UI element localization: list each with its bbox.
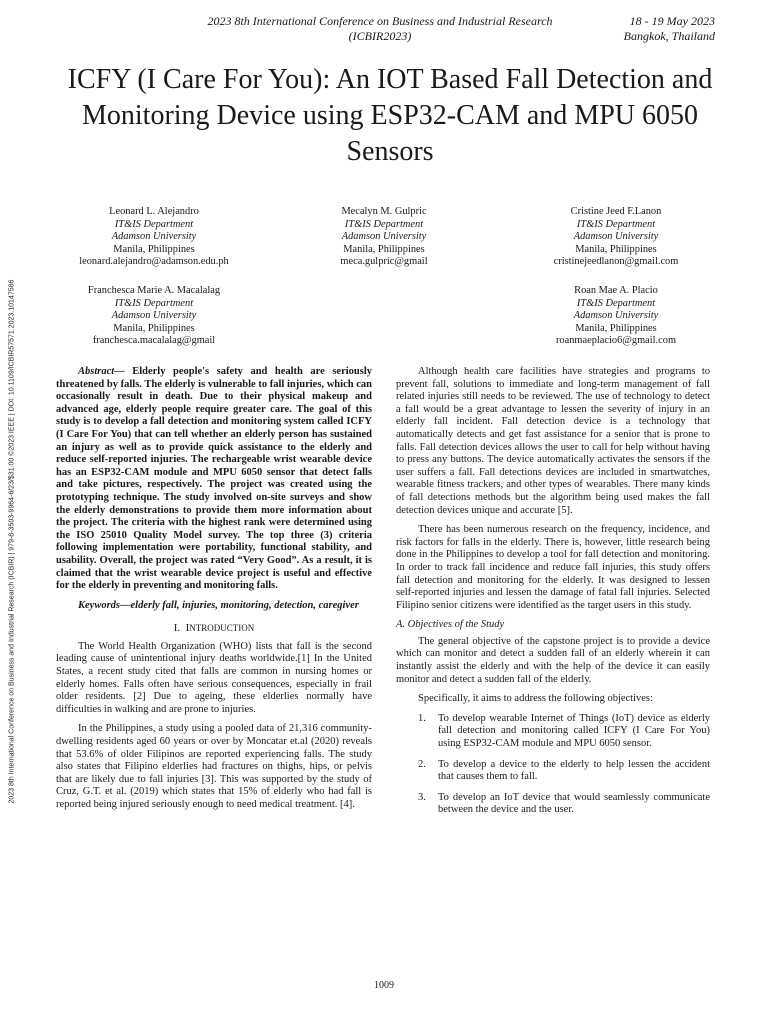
author-email: meca.gulpric@gmail [340,256,428,268]
author-univ: Adamson University [111,310,197,322]
author-email: roanmaeplacio6@gmail.com [555,335,677,347]
conference-dates: 18 - 19 May 2023 [629,14,715,28]
author-email: franchesca.macalalag@gmail [92,335,216,347]
author-univ: Adamson University [573,310,659,322]
paper-title: ICFY (I Care For You): An IOT Based Fall Detection and Monitoring Device using ESP32-CAM and MPU 6050 Sensors [67,64,713,167]
intro-paragraph: The World Health Organization (WHO) lists that fall is the second leading cause of unintentional injury deaths worldwide.[1] In the United States, a recent study cited that falls are common in nursing homes or elderly homes. Falls often have serious consequences, especially in frail older residents. [2] Due to ageing, these elderlies normally have difficulties in walking and are prone to injuries. [56,640,372,715]
objective-number: 2. [418,758,426,770]
body-paragraph: There has been numerous research on the frequency, incidence, and risk factors for falls in the elderly. There is, however, little research being done in the Philippines to develop a tool for fall detection and monitoring. In order to track fall incidence and reduce fall injuries, this study offers fall detection and monitoring for the elderly. It was designed to lessen self-reported injuries and lessen the damage of fatal fall injuries. Selected Filipino senior citizens were identified as the target users in this study. [396,524,710,611]
abstract [56,366,372,593]
section-title-rest: NTRODUCTION [189,623,255,634]
keywords: Keywords—elderly fall, injuries, monitoring, detection, caregiver [78,599,359,611]
author-block [516,206,716,269]
author-block [516,285,716,348]
conference-location: Bangkok, Thailand [623,29,715,43]
author-city: Manila, Philippines [575,322,657,334]
objective-number: 3. [418,791,426,803]
author-city: Manila, Philippines [113,243,195,255]
objective-text: To develop a device to the elderly to help lessen the accident that causes them to fall. [438,758,710,783]
author-univ: Adamson University [573,231,659,243]
author-dept: IT&IS Department [576,297,656,309]
author-name: Franchesca Marie A. Macalalag [87,285,221,296]
author-univ: Adamson University [341,231,427,243]
author-city: Manila, Philippines [343,243,425,255]
objective-item [418,792,710,817]
objective-number: 1. [418,712,426,724]
author-city: Manila, Philippines [113,322,195,334]
author-name: Cristine Jeed F.Lanon [570,206,662,217]
author-name: Mecalyn M. Gulpric [341,206,427,217]
author-block [284,206,484,269]
abstract-text: Elderly people's safety and health are seriously threatened by falls. The elderly is vulnerable to fall injuries, which can occasionally result in death. Due to their physical makeup and advanced age, elderly people require greater care. The goal of this study is to develop a fall detection and monitoring system called ICFY (I Care For You) that can tell whether an elderly person has sustained an injury as well as to provide quick assistance to the elderly and reduce self-reported injuries. The rechargeable wrist wearable device has an ESP32-CAM module and MPU 6050 sensor that detect falls and take pictures, respectively. The project was created using the prototyping technique. The study involved on-site surveys and show the elderly demonstrations to provide them more information about the project. The criteria with the highest rank were determined using the ISO 25010 Quality Model survey. The top three (3) criteria following implementation were portability, functional stability, and usability. Overall, the project was rated “Very Good”. As a result, it is claimed that the wrist wearable device project is useful and effective for the elderly in preventing and monitoring falls. [56,366,372,592]
author-block [54,285,254,348]
author-email: leonard.alejandro@adamson.edu.ph [79,256,229,268]
abstract-label: Abstract— [78,366,125,377]
author-block [54,206,254,269]
section-title-initial: I [185,622,190,635]
objective-text: To develop an IoT device that would seamlessly communicate between the device and the user. [438,791,710,816]
objective-text: To develop wearable Internet of Things (IoT) device as elderly fall detection and monitoring called ICFY (I Care For You) using ESP32-CAM module and MPU 6050 sensor. [438,712,710,750]
doi-sidebar: 2023 8th International Conference on Business and Industrial Research (ICBIR) | 979-8-3503-9964-6/23/$31.00 ©2023 IEEE | DOI: 10.1109/ICBIR57571.2023.10147586 [8,279,16,804]
body-paragraph: Although health care facilities have strategies and programs to prevent fall, solutions to immediate and long-term management of fall related injuries still needs to be reviewed. The use of technology to detect a fall would be a great advantage to lessen the severity of injury in an elderly fall incident. Fall detection device is a technology that automatically detects and get fast assistance for a senior that is prone to falls. Fall detection devices allows the user to call for help without having to press any buttons. The device automatically activates the sensors if the user suffers a fall. Fall detections devices are included in smartwatches, wearable fitness trackers, and other types of wearables. There many kinds of fall detections methods but the algorithm being used makes the fall detection devices unique and accurate [5]. [396,366,710,516]
objectives-intro: The general objective of the capstone project is to provide a device which can monitor and detect a sudden fall of an elderly wherein it can instantly assist the elderly and with the help of the device it can easily monitor and detect a sudden fall of the elderly. [396,635,710,685]
subsection-heading: A. Objectives of the Study [396,619,505,631]
conference-acronym: (ICBIR2023) [348,29,412,43]
author-city: Manila, Philippines [575,243,657,255]
author-email: cristinejeedlanon@gmail.com [553,256,679,268]
author-name: Roan Mae A. Placio [574,285,658,296]
objective-item [418,713,710,751]
page-number: 1009 [374,980,394,991]
left-column [56,366,372,819]
objective-item [418,759,710,784]
objectives-specific: Specifically, it aims to address the following objectives: [418,693,653,705]
section-heading-introduction [56,622,372,635]
section-number: I. [173,622,181,635]
conference-name: 2023 8th International Conference on Business and Industrial Research [207,14,553,28]
right-column [396,366,710,825]
intro-paragraph: In the Philippines, a study using a pooled data of 21,316 community-dwelling residents aged 60 years or over by Moncatar et.al (2020) reveals that 53.6% of older Filipinos are reported experiencing falls. The study also states that Filipino elderlies had fractures on thighs, hips, or pelvis that are likely due to fall injuries [3]. This was supported by the study of Cruz, G.T. et al. (2019) which states that 15% of elderly who had fall is reported being injured seriously enough to need medical treatment. [4]. [56,723,372,810]
author-univ: Adamson University [111,231,197,243]
author-dept: IT&IS Department [576,218,656,230]
author-name: Leonard L. Alejandro [109,206,199,217]
author-dept: IT&IS Department [114,218,194,230]
author-dept: IT&IS Department [344,218,424,230]
author-dept: IT&IS Department [114,297,194,309]
